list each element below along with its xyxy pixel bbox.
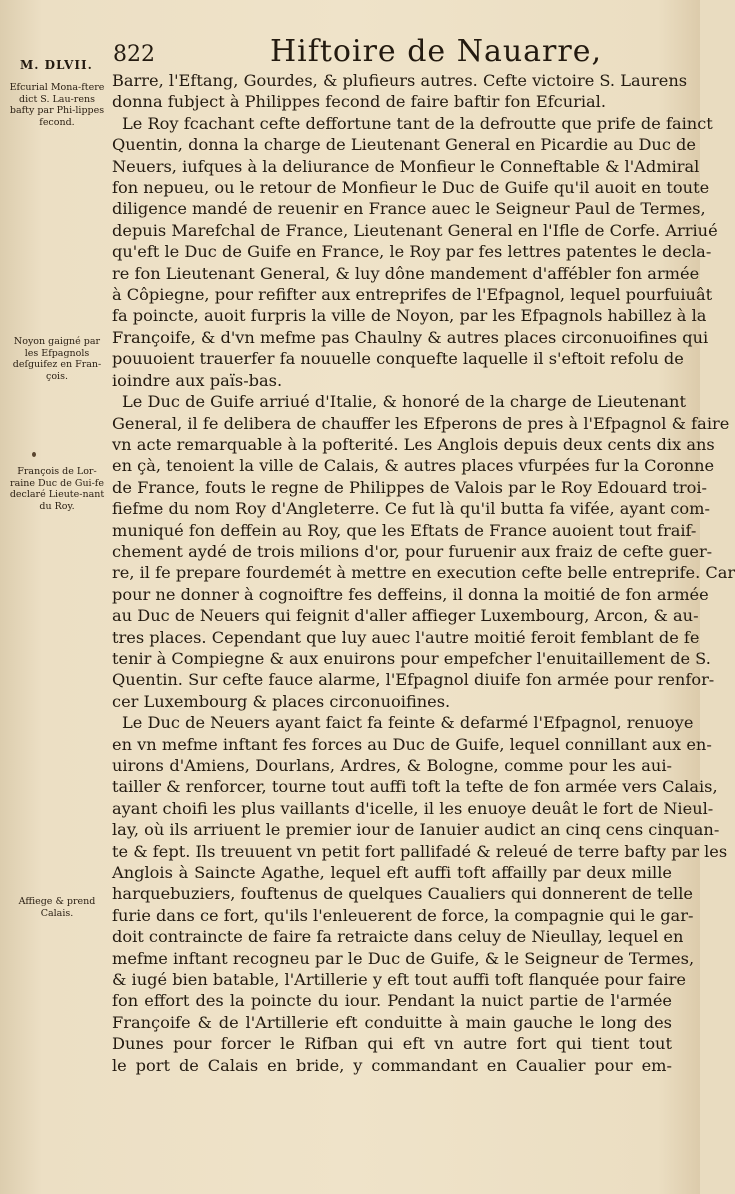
text-line: en vn mefme inftant fes forces au Duc de Guife, lequel connillant aux en- (112, 734, 712, 754)
text-line: Barre, l'Eftang, Gourdes, & plufieurs autres. Cefte victoire S. Laurens (112, 71, 688, 90)
body-text (112, 70, 735, 1076)
text-line: Dunes pour forcer le Rifban qui eft vn autre fort qui tient tout (112, 1034, 672, 1054)
text-line: cer Luxembourg & places circonuoifines. (112, 691, 451, 711)
text-line: tres places. Cependant que luy auec l'autre moitié feroit femblant de fe (112, 627, 700, 647)
margin-year: M. DLVII. (20, 58, 93, 72)
text-line: à Côpiegne, pour refifter aux entreprifes de l'Efpagnol, lequel pourfuiuât (112, 285, 713, 305)
text-line: Le Duc de Neuers ayant faict fa feinte & defarmé l'Efpagnol, renuoye (122, 713, 694, 733)
text-line: ayant choifi les plus vaillants d'icelle, il les enuoye deuât le fort de Nieul- (112, 798, 714, 818)
margin-note-calais: Affiege & prend Calais. (18, 896, 96, 919)
margin-note-noyon: Noyon gaigné par les Efpagnols deſguifez en Fran-çois. (12, 336, 102, 382)
text-line: diligence mandé de reuenir en France auec le Seigneur Paul de Termes, (112, 199, 706, 219)
text-line: fa poincte, auoit furpris la ville de Noyon, par les Efpagnols habillez à la (112, 306, 707, 326)
margin-note-guise: François de Lor-raine Duc de Gui-fe declaré Lieute-nant du Roy. (9, 466, 105, 512)
text-line: Anglois à Saincte Agathe, lequel eft auffi toft affailly par deux mille (112, 863, 672, 883)
text-line: Le Roy fcachant cefte deffortune tant de la defroutte que prife de fainct (122, 113, 713, 133)
text-line: tailler & renforcer, tourne tout auffi toft la tefte de fon armée vers Calais, (112, 777, 718, 797)
margin-note-escurial: Efcurial Mona-ftere dict S. Lau-rens bafty par Phi-lippes fecond. (9, 82, 105, 128)
text-line: qu'eft le Duc de Guife en France, le Roy par fes lettres patentes le decla- (112, 242, 712, 262)
text-line: depuis Marefchal de France, Lieutenant General en l'Ifle de Corfe. Arriué (112, 220, 718, 240)
text-line: Neuers, iufques à la deliurance de Monfieur le Conneftable & l'Admiral (112, 156, 700, 176)
text-line: ioindre aux païs-bas. (112, 370, 283, 390)
text-line: General, il fe delibera de chauffer les Efperons de pres à l'Efpagnol & faire (112, 413, 730, 433)
text-line: lay, où ils arriuent le premier iour de Ianuier audict an cinq cens cinquan- (112, 820, 720, 840)
text-line: Quentin. Sur cefte fauce alarme, l'Efpagnol diuife fon armée pour renfor- (112, 670, 715, 690)
running-title: Hiftoire de Nauarre, (270, 34, 603, 69)
page-header (0, 22, 700, 72)
text-line: vn acte remarquable à la pofterité. Les Anglois depuis deux cents dix ans (112, 434, 715, 454)
ink-spot (32, 452, 36, 457)
text-line: pouuoient trauerfer fa nouuelle conquefte laquelle il s'eftoit refolu de (112, 349, 684, 369)
text-line: & iugé bien batable, l'Artillerie y eft tout auffi toft flanquée pour faire (112, 970, 686, 990)
text-line: re, il fe prepare fourdemét à mettre en execution cefte belle entreprife. Car (112, 563, 735, 583)
text-line: pour ne donner à cognoiftre fes deffeins, il donna la moitié de fon armée (112, 584, 709, 604)
text-line: en çà, tenoient la ville de Calais, & autres places vfurpées fur la Coronne (112, 456, 715, 476)
text-line: donna fubject à Philippes fecond de faire baftir fon Efcurial. (112, 92, 607, 112)
text-line: furie dans ce fort, qu'ils l'enleuerent de force, la compagnie qui le gar- (112, 905, 694, 925)
text-line: au Duc de Neuers qui feignit d'aller affieger Luxembourg, Arcon, & au- (112, 606, 699, 626)
text-line: fon nepueu, ou le retour de Monfieur le Duc de Guife qu'il auoit en toute (112, 178, 710, 198)
text-line: Françoife, & d'vn mefme pas Chaulny & autres places circonuoifines qui (112, 327, 709, 347)
text-line: le port de Calais en bride, y commandant en Caualier pour em- (112, 1055, 672, 1075)
text-line: uirons d'Amiens, Dourlans, Ardres, & Bologne, comme pour les aui- (112, 756, 672, 775)
text-line: re fon Lieutenant General, & luy dône mandement d'affébler fon armée (112, 263, 700, 283)
text-line: harquebuziers, fouftenus de quelques Caualiers qui donnerent de telle (112, 884, 693, 904)
page-number: 822 (113, 42, 155, 67)
text-line: Françoife & de l'Artillerie eft conduitte à main gauche le long des (112, 1012, 672, 1032)
text-line: te & fept. Ils treuuent vn petit fort pallifadé & releué de terre bafty par les (112, 841, 728, 861)
text-line: de France, fouts le regne de Philippes de Valois par le Roy Edouard troi- (112, 477, 708, 497)
text-line: doit contraincte de faire fa retraicte dans celuy de Nieullay, lequel en (112, 927, 684, 947)
text-line: chement aydé de trois milions d'or, pour furuenir aux fraiz de cefte guer- (112, 541, 713, 561)
text-line: Quentin, donna la charge de Lieutenant General en Picardie au Duc de (112, 135, 696, 155)
text-line: Le Duc de Guife arriué d'Italie, & honoré de la charge de Lieutenant (122, 392, 686, 412)
text-line: muniqué fon deffein au Roy, que les Eftats de France auoient tout fraif- (112, 520, 697, 540)
text-line: fiefme du nom Roy d'Angleterre. Ce fut là qu'il butta fa vifée, ayant com- (112, 499, 710, 519)
text-line: mefme inftant recogneu par le Duc de Guife, & le Seigneur de Termes, (112, 948, 695, 968)
text-line: tenir à Compiegne & aux enuirons pour empefcher l'enuitaillement de S. (112, 648, 711, 668)
text-line: fon effort des la poincte du iour. Pendant la nuict partie de l'armée (112, 991, 672, 1011)
